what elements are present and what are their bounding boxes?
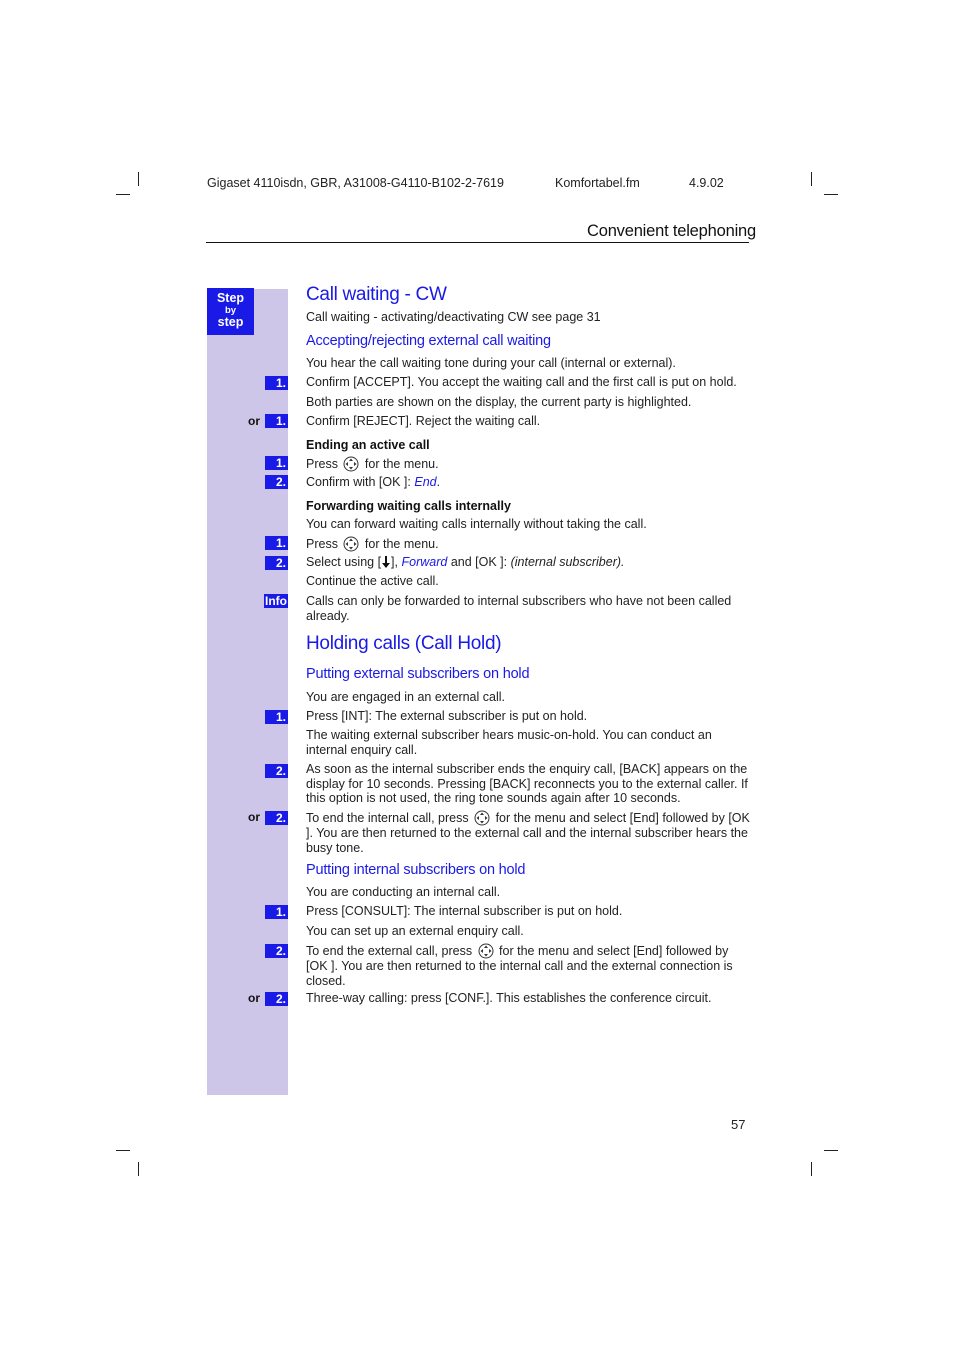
accept-p1: You hear the call waiting tone during your call (internal or external). <box>306 356 676 370</box>
navigation-key-icon <box>474 810 490 826</box>
step-by-step-sidebar <box>207 289 288 1095</box>
int-p4-start: To end the external call, press <box>306 944 473 958</box>
step-label: Step <box>216 291 245 305</box>
navigation-key-icon <box>478 943 494 959</box>
step-number: 1. <box>265 456 288 470</box>
int-p4 <box>306 943 752 988</box>
step-number: 1. <box>265 905 288 919</box>
crop-mark <box>138 172 139 186</box>
down-arrow-icon <box>382 556 390 568</box>
ext-p5 <box>306 810 752 855</box>
crop-mark <box>824 194 838 195</box>
step-label-2: step <box>217 315 244 329</box>
crop-mark <box>811 172 812 186</box>
step-number: 1. <box>265 414 288 428</box>
ext-p1: You are engaged in an external call. <box>306 690 505 704</box>
or-label: or <box>248 810 260 824</box>
confirm-ok-text: Confirm with [OK ]: <box>306 475 411 489</box>
forward-option: Forward <box>401 555 448 569</box>
step-number: 1. <box>265 536 288 550</box>
header-rule <box>206 242 749 243</box>
for-menu-text: for the menu. <box>364 457 439 471</box>
select-using-text: Select using [ <box>306 555 382 569</box>
step-number: 2. <box>265 764 288 778</box>
navigation-key-icon <box>343 536 359 552</box>
crop-mark <box>811 1162 812 1176</box>
press-text: Press <box>306 537 338 551</box>
header-filename: Komfortabel.fm <box>555 176 640 190</box>
crop-mark <box>824 1150 838 1151</box>
heading-holding-calls: Holding calls (Call Hold) <box>306 633 502 654</box>
step-number: 2. <box>265 992 288 1006</box>
end-option: End <box>414 475 437 489</box>
bracket-close: ], <box>391 555 398 569</box>
step-number: 2. <box>265 475 288 489</box>
ext-p5-end: for the menu and select [End] followed by [OK ]. You are then returned to the external call and the internal subscriber hears the busy tone. <box>306 811 750 855</box>
end-step2 <box>306 475 752 490</box>
and-ok-text: and [OK ]: <box>450 555 508 569</box>
step-number: 1. <box>265 710 288 724</box>
ext-p3: The waiting external subscriber hears music-on-hold. You can conduct an internal enquiry call. <box>306 728 712 757</box>
ext-p2: Press [INT]: The external subscriber is put on hold. <box>306 709 588 723</box>
heading-call-waiting: Call waiting - CW <box>306 284 447 305</box>
ext-p4: As soon as the internal subscriber ends the enquiry call, [BACK] appears on the display for 10 seconds. Pressing [BACK] reconnects you to the external caller. If this option is not used, the ring tone sounds again after 10 seconds. <box>306 762 748 806</box>
step-number: 2. <box>265 944 288 958</box>
forward-step2 <box>306 555 752 570</box>
crop-mark <box>116 194 130 195</box>
heading-ending-active-call: Ending an active call <box>306 438 430 452</box>
heading-external-hold: Putting external subscribers on hold <box>306 666 530 682</box>
info-badge: Info <box>265 594 287 608</box>
step-number: 1. <box>265 376 288 390</box>
info-text: Calls can only be forwarded to internal subscribers who have not been called already. <box>306 594 732 623</box>
internal-subscriber-text: (internal subscriber). <box>510 555 625 569</box>
page-number: 57 <box>731 1117 746 1132</box>
step-number: 2. <box>265 811 288 825</box>
accept-p4: Confirm [REJECT]. Reject the waiting call. <box>306 414 541 428</box>
section-title: Convenient telephoning <box>587 222 756 240</box>
step-number: 2. <box>265 556 288 570</box>
press-text: Press <box>306 457 338 471</box>
int-p5: Three-way calling: press [CONF.]. This establishes the conference circuit. <box>306 991 712 1005</box>
int-p2: Press [CONSULT]: The internal subscriber is put on hold. <box>306 904 623 918</box>
accept-p2: Confirm [ACCEPT]. You accept the waiting call and the first call is put on hold. <box>306 375 737 389</box>
heading-accept-reject: Accepting/rejecting external call waiting <box>306 333 551 349</box>
period: . <box>436 475 441 489</box>
by-label: by <box>224 304 237 316</box>
crop-mark <box>138 1162 139 1176</box>
heading-internal-hold: Putting internal subscribers on hold <box>306 862 526 878</box>
int-p3: You can set up an external enquiry call. <box>306 924 524 938</box>
heading-forwarding: Forwarding waiting calls internally <box>306 499 511 513</box>
forward-step1 <box>306 536 752 552</box>
continue-call: Continue the active call. <box>306 574 439 588</box>
crop-mark <box>116 1150 130 1151</box>
header-doc-id: Gigaset 4110isdn, GBR, A31008-G4110-B102-2-7619 <box>207 176 504 190</box>
for-menu-text: for the menu. <box>364 537 439 551</box>
step-by-step-badge <box>207 288 254 335</box>
ext-p5-start: To end the internal call, press <box>306 811 469 825</box>
accept-p3: Both parties are shown on the display, the current party is highlighted. <box>306 395 692 409</box>
or-label: or <box>248 414 260 428</box>
int-p1: You are conducting an internal call. <box>306 885 501 899</box>
int-p4-end: for the menu and select [End] followed by [OK ]. You are then returned to the internal call and the external connection is closed. <box>306 944 733 988</box>
navigation-key-icon <box>343 456 359 472</box>
cw-intro: Call waiting - activating/deactivating CW see page 31 <box>306 310 601 324</box>
forward-p1: You can forward waiting calls internally without taking the call. <box>306 517 647 531</box>
end-step1 <box>306 456 752 472</box>
header-date: 4.9.02 <box>689 176 724 190</box>
or-label: or <box>248 991 260 1005</box>
